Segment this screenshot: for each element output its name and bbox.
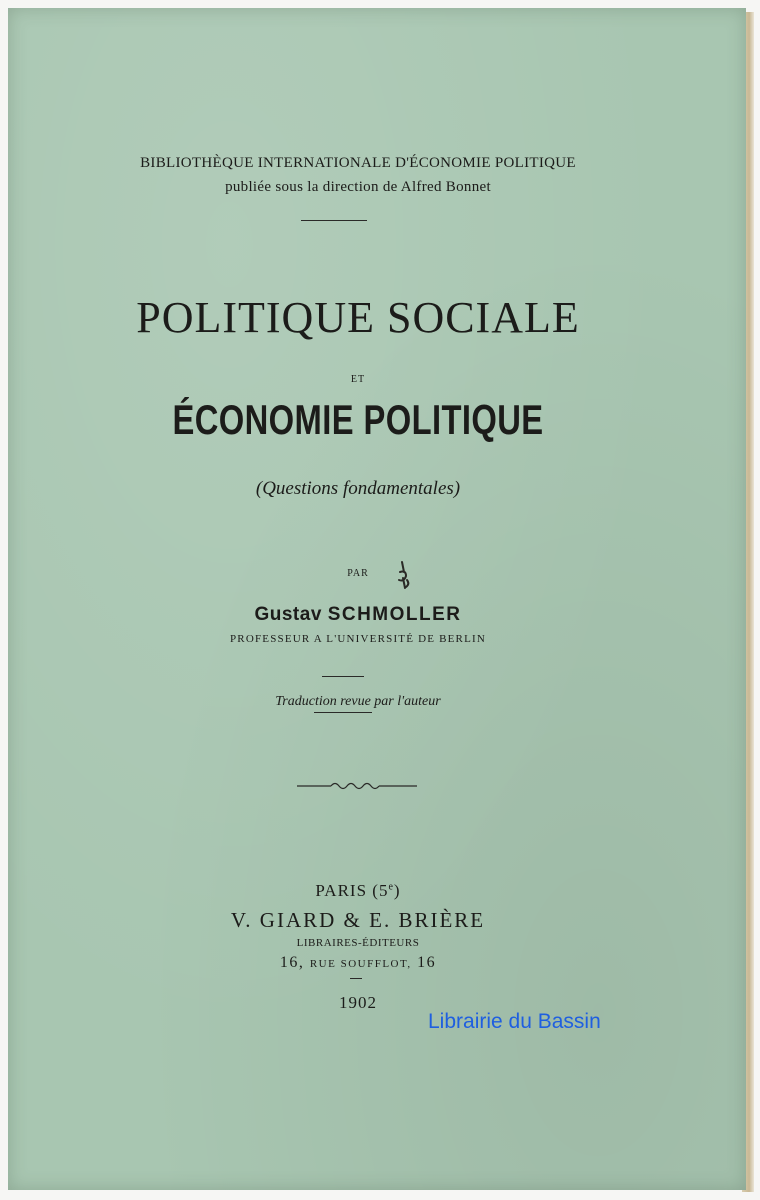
publication-city [8,881,708,901]
series-title: BIBLIOTHÈQUE INTERNATIONALE D'ÉCONOMIE POLITIQUE [140,155,576,171]
author-name [8,604,708,626]
series-direction: publiée sous la direction de Alfred Bonnet [225,179,491,195]
address-number-2: 16 [417,954,437,971]
book-cover [8,8,746,1190]
address-number-1: 16, [279,954,305,971]
second-title: ÉCONOMIE POLITIQUE [172,396,544,443]
divider-middle [322,676,364,677]
ink-stamp-mark [394,560,414,590]
publisher-address [8,954,708,972]
address-street: RUE SOUFFLOT, [309,958,412,970]
publisher-role: LIBRAIRES-ÉDITEURS [296,937,420,949]
translation-note: Traduction revue par l'auteur [275,694,441,709]
publisher-name: V. GIARD & E. BRIÈRE [230,908,486,932]
by-label: PAR [347,568,369,579]
author-first-name: Gustav [254,604,322,625]
author-affiliation: PROFESSEUR A L'UNIVERSITÉ DE BERLIN [229,633,487,645]
author-last-name: SCHMOLLER [327,604,462,625]
divider-top [301,220,367,221]
decorative-ornament [297,780,417,792]
divider-lower [314,712,372,713]
publication-year: 1902 [339,993,377,1012]
city-close-paren: ) [393,881,401,900]
bookseller-watermark: Librairie du Bassin [428,1010,601,1033]
main-title: POLITIQUE SOCIALE [136,293,580,342]
divider-year [350,978,362,979]
city-name: PARIS (5 [315,881,389,900]
city-arrondissement-suffix: e [388,881,394,893]
title-conjunction: ET [350,374,366,385]
subtitle: (Questions fondamentales) [255,478,461,499]
